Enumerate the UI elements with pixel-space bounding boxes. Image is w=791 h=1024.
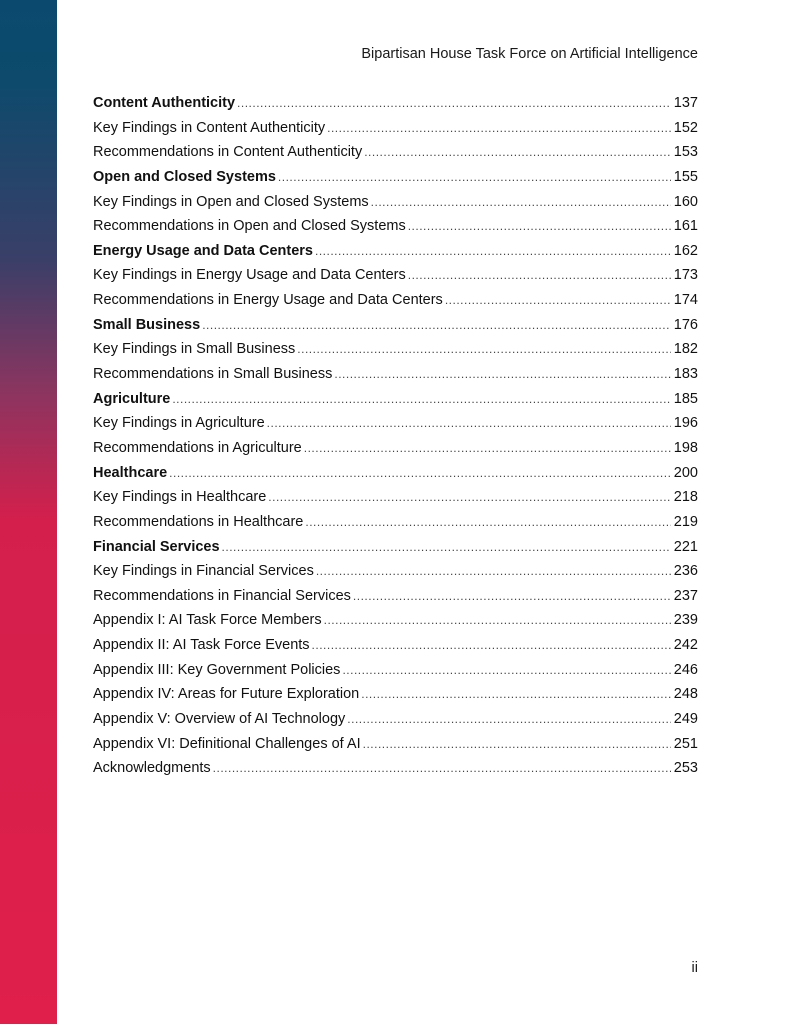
toc-entry-label: Agriculture — [93, 390, 171, 407]
toc-entry-page: 239 — [673, 612, 698, 629]
toc-dot-leader — [305, 512, 670, 532]
toc-entry-label: Appendix VI: Definitional Challenges of AI — [93, 735, 361, 752]
toc-entry-page: 183 — [673, 366, 698, 383]
toc-dot-leader — [445, 290, 671, 310]
toc-dot-leader — [268, 487, 671, 507]
toc-entry-page: 218 — [673, 489, 698, 506]
toc-subsection-entry[interactable] — [93, 660, 698, 685]
toc-entry-page: 200 — [673, 464, 698, 481]
toc-entry-label: Key Findings in Energy Usage and Data Centers — [93, 267, 406, 284]
toc-entry-label: Healthcare — [93, 464, 168, 481]
decorative-side-band — [0, 0, 57, 1024]
toc-entry-label: Recommendations in Agriculture — [93, 439, 302, 456]
toc-subsection-entry[interactable] — [93, 290, 698, 315]
toc-entry-page: 237 — [673, 587, 698, 604]
toc-dot-leader — [169, 463, 671, 483]
toc-dot-leader — [202, 315, 671, 335]
toc-dot-leader — [237, 93, 671, 113]
toc-entry-page: 251 — [673, 735, 698, 752]
toc-entry-page: 161 — [673, 218, 698, 235]
toc-dot-leader — [315, 241, 671, 261]
toc-subsection-entry[interactable] — [93, 339, 698, 364]
toc-entry-page: 253 — [673, 760, 698, 777]
toc-subsection-entry[interactable] — [93, 586, 698, 611]
toc-dot-leader — [342, 660, 670, 680]
page-number: ii — [691, 960, 698, 976]
toc-entry-label: Recommendations in Financial Services — [93, 587, 351, 604]
toc-dot-leader — [408, 265, 671, 285]
toc-entry-label: Key Findings in Content Authenticity — [93, 119, 326, 136]
toc-entry-label: Recommendations in Small Business — [93, 366, 333, 383]
toc-section-entry[interactable] — [93, 537, 698, 562]
toc-dot-leader — [297, 339, 671, 359]
toc-entry-page: 162 — [673, 242, 698, 259]
toc-entry-page: 248 — [673, 686, 698, 703]
toc-subsection-entry[interactable] — [93, 364, 698, 389]
toc-section-entry[interactable] — [93, 93, 698, 118]
toc-dot-leader — [172, 389, 670, 409]
toc-entry-page: 249 — [673, 711, 698, 728]
toc-entry-label: Financial Services — [93, 538, 220, 555]
toc-entry-label: Open and Closed Systems — [93, 168, 276, 185]
toc-subsection-entry[interactable] — [93, 265, 698, 290]
toc-subsection-entry[interactable] — [93, 734, 698, 759]
toc-subsection-entry[interactable] — [93, 561, 698, 586]
toc-entry-label: Key Findings in Small Business — [93, 341, 296, 358]
toc-dot-leader — [278, 167, 671, 187]
toc-section-entry[interactable] — [93, 315, 698, 340]
toc-section-entry[interactable] — [93, 389, 698, 414]
toc-entry-page: 219 — [673, 513, 698, 530]
toc-entry-label: Key Findings in Open and Closed Systems — [93, 193, 369, 210]
toc-entry-page: 137 — [673, 95, 698, 111]
toc-entry-label: Acknowledgments — [93, 760, 211, 777]
toc-entry-page: 152 — [673, 119, 698, 136]
toc-dot-leader — [324, 610, 671, 630]
toc-dot-leader — [364, 142, 671, 162]
toc-subsection-entry[interactable] — [93, 635, 698, 660]
toc-entry-page: 176 — [673, 316, 698, 333]
toc-entry-label: Recommendations in Open and Closed Systems — [93, 218, 406, 235]
toc-entry-page: 185 — [673, 390, 698, 407]
toc-entry-label: Appendix IV: Areas for Future Exploration — [93, 686, 360, 703]
toc-entry-label: Appendix V: Overview of AI Technology — [93, 711, 346, 728]
toc-entry-label: Recommendations in Healthcare — [93, 513, 304, 530]
toc-entry-label: Recommendations in Content Authenticity — [93, 144, 363, 161]
toc-section-entry[interactable] — [93, 167, 698, 192]
toc-dot-leader — [334, 364, 670, 384]
toc-entry-label: Small Business — [93, 316, 201, 333]
toc-subsection-entry[interactable] — [93, 610, 698, 635]
toc-subsection-entry[interactable] — [93, 758, 698, 783]
toc-dot-leader — [408, 216, 671, 236]
toc-subsection-entry[interactable] — [93, 142, 698, 167]
toc-entry-label: Appendix I: AI Task Force Members — [93, 612, 322, 629]
toc-subsection-entry[interactable] — [93, 413, 698, 438]
toc-dot-leader — [371, 192, 671, 212]
toc-subsection-entry[interactable] — [93, 684, 698, 709]
toc-dot-leader — [312, 635, 671, 655]
toc-subsection-entry[interactable] — [93, 118, 698, 143]
toc-subsection-entry[interactable] — [93, 512, 698, 537]
toc-entry-page: 182 — [673, 341, 698, 358]
toc-subsection-entry[interactable] — [93, 216, 698, 241]
toc-entry-page: 221 — [673, 538, 698, 555]
toc-entry-label: Key Findings in Healthcare — [93, 489, 267, 506]
toc-entry-page: 242 — [673, 637, 698, 654]
toc-dot-leader — [353, 586, 671, 606]
toc-entry-page: 155 — [673, 168, 698, 185]
toc-entry-page: 198 — [673, 439, 698, 456]
toc-section-entry[interactable] — [93, 241, 698, 266]
toc-subsection-entry[interactable] — [93, 192, 698, 217]
toc-entry-page: 174 — [673, 292, 698, 309]
toc-dot-leader — [222, 537, 671, 557]
toc-subsection-entry[interactable] — [93, 487, 698, 512]
toc-entry-label: Recommendations in Energy Usage and Data Centers — [93, 292, 443, 309]
table-of-contents — [93, 93, 698, 783]
toc-dot-leader — [316, 561, 671, 581]
toc-entry-page: 196 — [673, 415, 698, 432]
toc-dot-leader — [361, 684, 671, 704]
toc-entry-label: Key Findings in Agriculture — [93, 415, 265, 432]
toc-dot-leader — [267, 413, 671, 433]
toc-entry-label: Energy Usage and Data Centers — [93, 242, 313, 259]
toc-dot-leader — [347, 709, 671, 729]
toc-dot-leader — [213, 758, 671, 778]
toc-dot-leader — [327, 118, 671, 138]
toc-dot-leader — [304, 438, 671, 458]
toc-entry-page: 173 — [673, 267, 698, 284]
toc-entry-label: Key Findings in Financial Services — [93, 563, 314, 580]
toc-subsection-entry[interactable] — [93, 438, 698, 463]
running-header: Bipartisan House Task Force on Artificial Intelligence — [361, 46, 698, 62]
toc-entry-page: 160 — [673, 193, 698, 210]
toc-subsection-entry[interactable] — [93, 709, 698, 734]
toc-entry-page: 236 — [673, 563, 698, 580]
toc-entry-label: Content Authenticity — [93, 95, 236, 111]
toc-section-entry[interactable] — [93, 463, 698, 488]
toc-entry-label: Appendix II: AI Task Force Events — [93, 637, 310, 654]
toc-entry-page: 246 — [673, 661, 698, 678]
toc-entry-label: Appendix III: Key Government Policies — [93, 661, 341, 678]
toc-dot-leader — [363, 734, 671, 754]
toc-entry-page: 153 — [673, 144, 698, 161]
